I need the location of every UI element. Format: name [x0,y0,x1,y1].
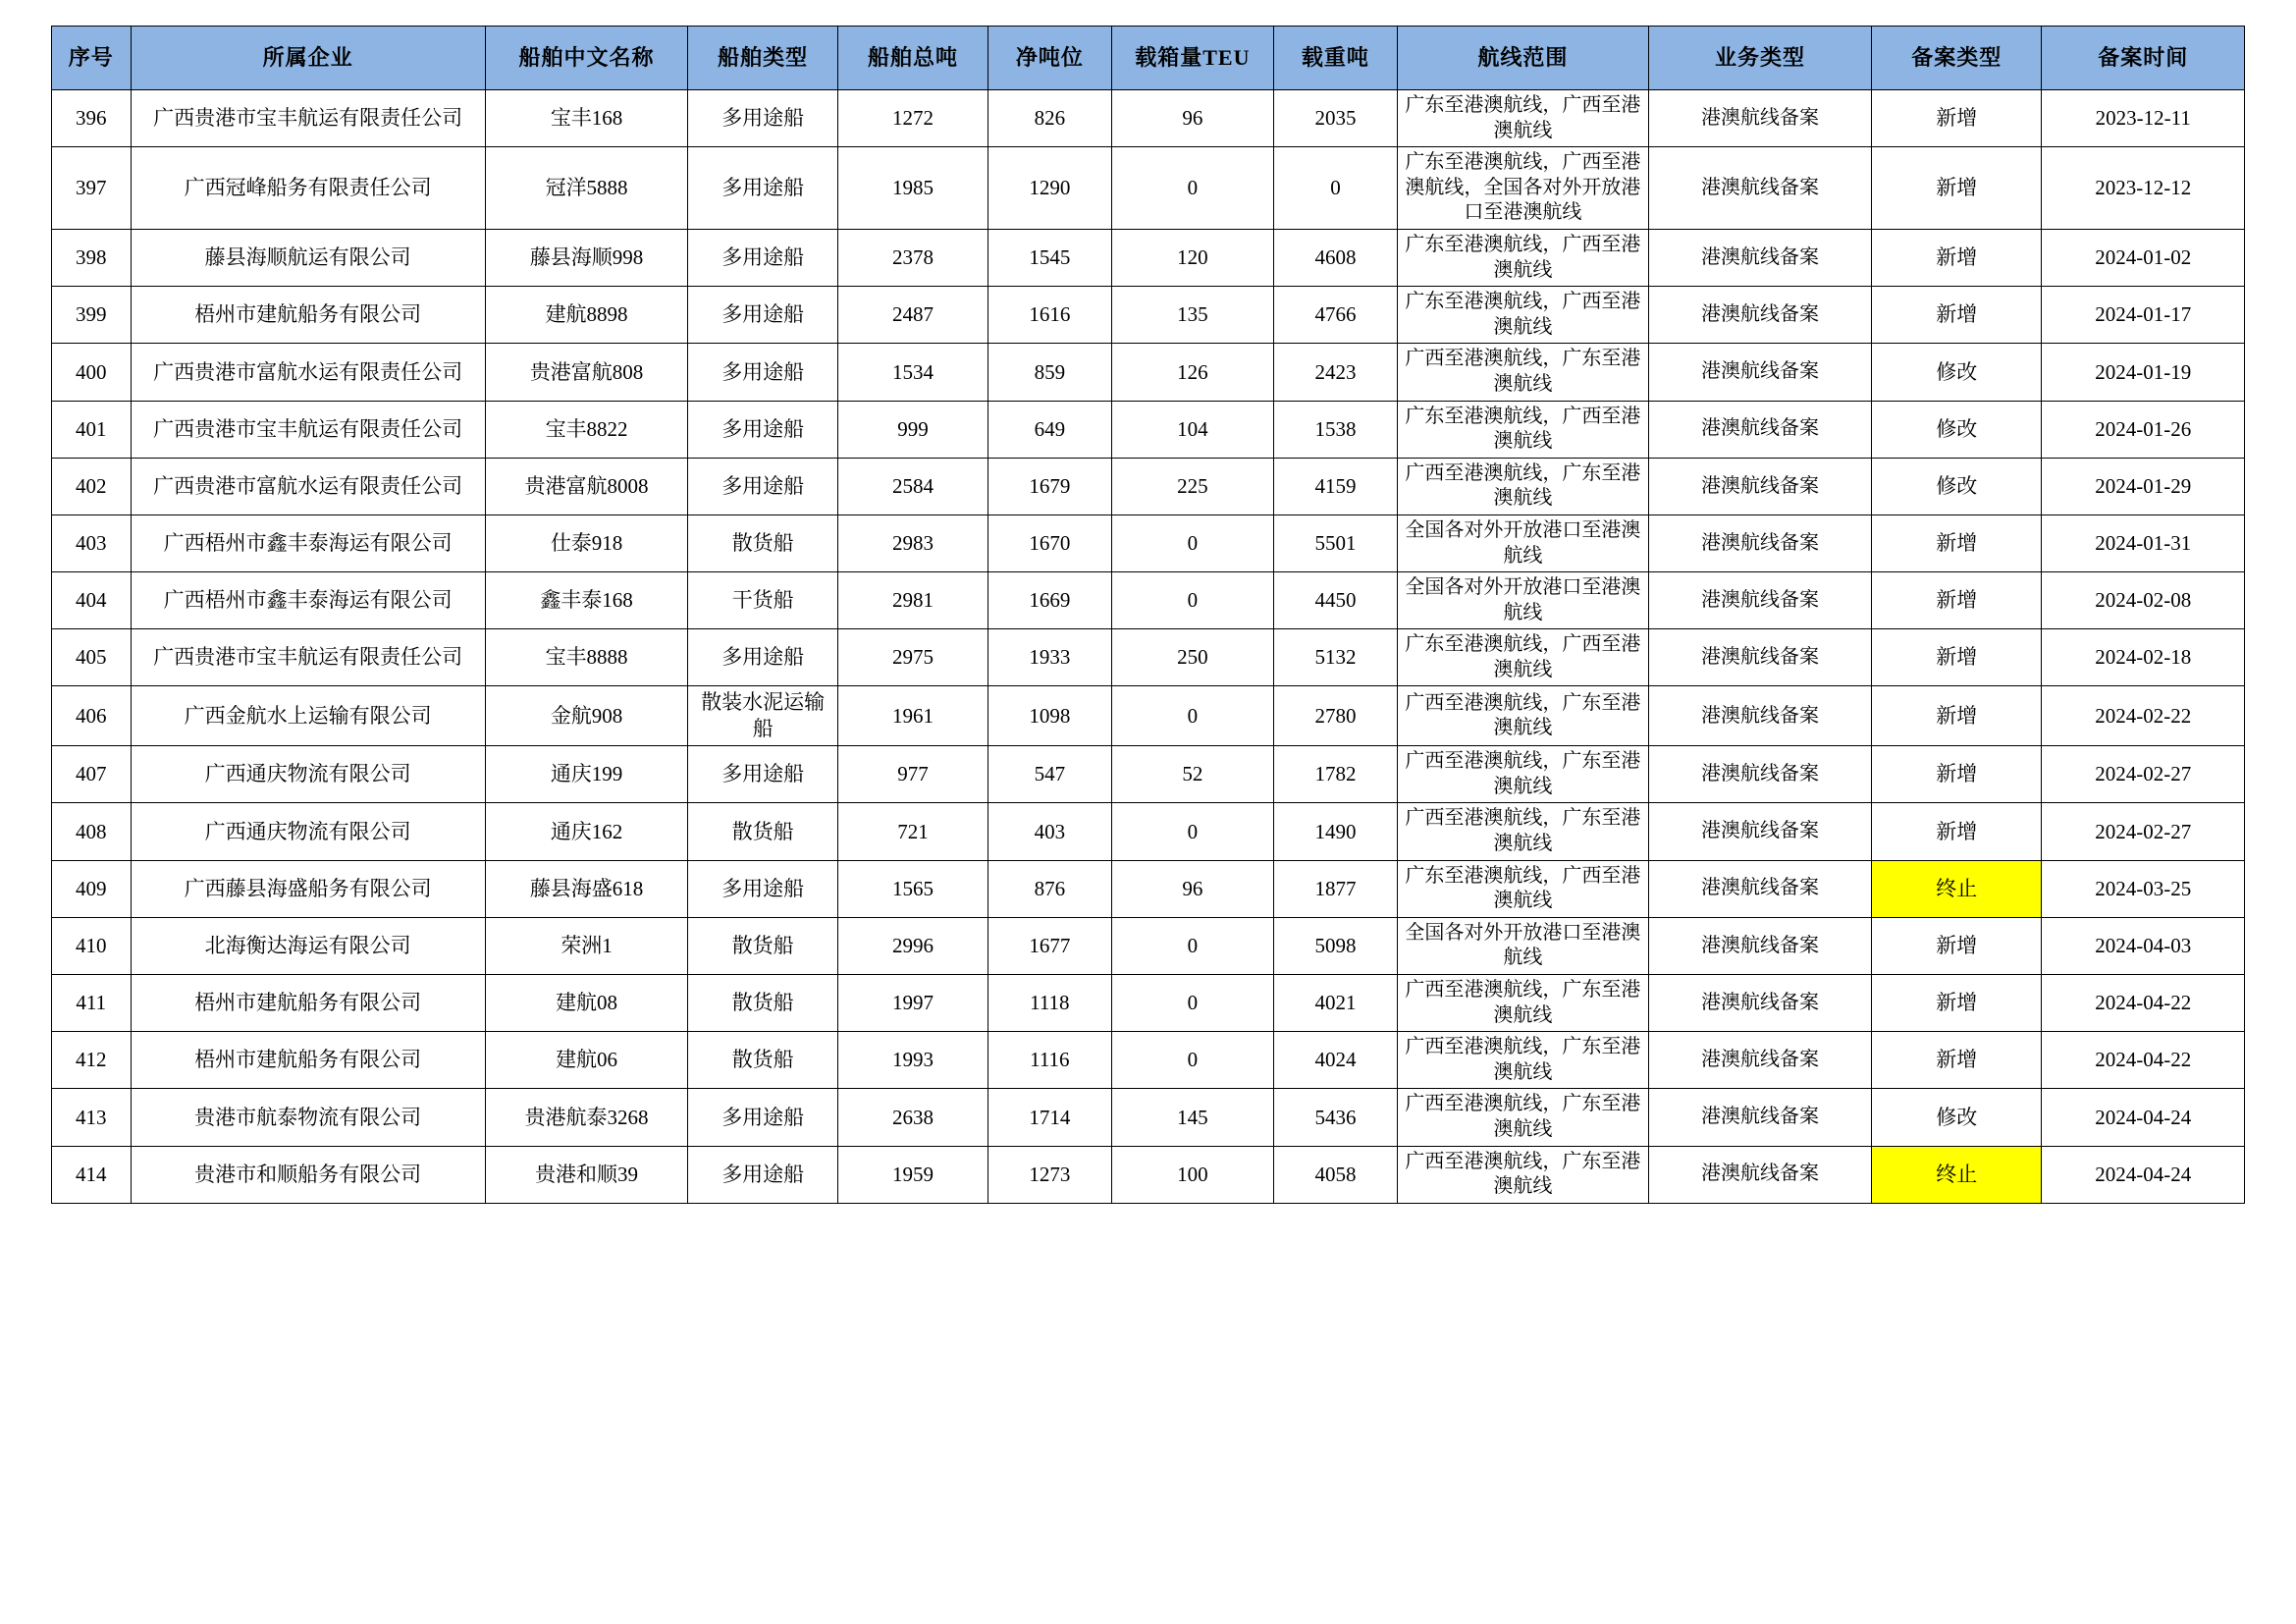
cell-business-type: 港澳航线备案 [1648,401,1871,458]
cell-deadweight: 5098 [1273,917,1397,974]
cell-net-tonnage: 649 [988,401,1111,458]
cell-record-date: 2024-04-22 [2042,974,2245,1031]
cell-net-tonnage: 826 [988,90,1111,147]
cell-gross-tonnage: 1959 [838,1146,988,1203]
cell-route: 广东至港澳航线，广西至港澳航线 [1397,401,1648,458]
cell-business-type: 港澳航线备案 [1648,458,1871,514]
cell-record-type: 新增 [1872,686,2042,746]
cell-business-type: 港澳航线备案 [1648,90,1871,147]
table-row [52,572,2245,629]
cell-net-tonnage: 1679 [988,458,1111,514]
table-row [52,147,2245,230]
cell-company: 贵港市航泰物流有限公司 [131,1089,485,1146]
cell-deadweight: 5501 [1273,514,1397,571]
cell-gross-tonnage: 1993 [838,1032,988,1089]
cell-deadweight: 1877 [1273,860,1397,917]
cell-index: 408 [52,803,132,860]
cell-gross-tonnage: 1997 [838,974,988,1031]
column-header-gross-tonnage: 船舶总吨 [838,27,988,90]
cell-index: 399 [52,287,132,344]
cell-teu: 145 [1111,1089,1273,1146]
cell-company: 广西贵港市宝丰航运有限责任公司 [131,629,485,686]
cell-ship-type: 多用途船 [688,229,838,286]
cell-net-tonnage: 1933 [988,629,1111,686]
cell-ship-type: 散货船 [688,974,838,1031]
cell-record-type: 修改 [1872,458,2042,514]
cell-teu: 100 [1111,1146,1273,1203]
cell-index: 403 [52,514,132,571]
cell-net-tonnage: 1116 [988,1032,1111,1089]
cell-record-date: 2024-02-18 [2042,629,2245,686]
cell-record-date: 2024-03-25 [2042,860,2245,917]
cell-index: 398 [52,229,132,286]
cell-route: 广西至港澳航线，广东至港澳航线 [1397,1089,1648,1146]
cell-company: 广西梧州市鑫丰泰海运有限公司 [131,514,485,571]
cell-route: 全国各对外开放港口至港澳航线 [1397,514,1648,571]
cell-index: 407 [52,746,132,803]
cell-ship-type: 多用途船 [688,629,838,686]
cell-company: 广西通庆物流有限公司 [131,803,485,860]
cell-net-tonnage: 1714 [988,1089,1111,1146]
cell-record-type: 新增 [1872,629,2042,686]
cell-gross-tonnage: 2981 [838,572,988,629]
table-row [52,458,2245,514]
cell-net-tonnage: 876 [988,860,1111,917]
cell-company: 广西冠峰船务有限责任公司 [131,147,485,230]
cell-company: 贵港市和顺船务有限公司 [131,1146,485,1203]
cell-business-type: 港澳航线备案 [1648,860,1871,917]
cell-ship-name: 贵港和顺39 [485,1146,687,1203]
column-header-business-type: 业务类型 [1648,27,1871,90]
cell-record-date: 2024-02-27 [2042,746,2245,803]
cell-teu: 52 [1111,746,1273,803]
cell-gross-tonnage: 721 [838,803,988,860]
cell-business-type: 港澳航线备案 [1648,514,1871,571]
cell-business-type: 港澳航线备案 [1648,1146,1871,1203]
cell-record-date: 2024-04-24 [2042,1089,2245,1146]
column-header-route: 航线范围 [1397,27,1648,90]
cell-ship-type: 多用途船 [688,344,838,401]
table-row [52,514,2245,571]
cell-route: 广东至港澳航线，广西至港澳航线 [1397,90,1648,147]
cell-ship-name: 冠洋5888 [485,147,687,230]
table-row [52,1146,2245,1203]
cell-business-type: 港澳航线备案 [1648,1032,1871,1089]
cell-teu: 96 [1111,90,1273,147]
column-header-teu: 载箱量TEU [1111,27,1273,90]
cell-gross-tonnage: 2975 [838,629,988,686]
cell-route: 全国各对外开放港口至港澳航线 [1397,917,1648,974]
table-row [52,401,2245,458]
cell-ship-name: 建航8898 [485,287,687,344]
cell-gross-tonnage: 977 [838,746,988,803]
cell-net-tonnage: 1616 [988,287,1111,344]
cell-ship-name: 藤县海顺998 [485,229,687,286]
cell-business-type: 港澳航线备案 [1648,917,1871,974]
column-header-net-tonnage: 净吨位 [988,27,1111,90]
cell-company: 梧州市建航船务有限公司 [131,287,485,344]
cell-route: 广东至港澳航线，广西至港澳航线 [1397,229,1648,286]
column-header-deadweight: 载重吨 [1273,27,1397,90]
cell-ship-type: 多用途船 [688,90,838,147]
cell-ship-name: 宝丰168 [485,90,687,147]
cell-gross-tonnage: 2487 [838,287,988,344]
cell-deadweight: 4024 [1273,1032,1397,1089]
table-row [52,1032,2245,1089]
cell-deadweight: 4021 [1273,974,1397,1031]
cell-company: 梧州市建航船务有限公司 [131,974,485,1031]
cell-ship-type: 散装水泥运输船 [688,686,838,746]
column-header-index: 序号 [52,27,132,90]
cell-deadweight: 2035 [1273,90,1397,147]
cell-teu: 0 [1111,1032,1273,1089]
cell-company: 梧州市建航船务有限公司 [131,1032,485,1089]
cell-record-date: 2024-01-31 [2042,514,2245,571]
cell-ship-name: 鑫丰泰168 [485,572,687,629]
cell-route: 广西至港澳航线，广东至港澳航线 [1397,686,1648,746]
cell-index: 413 [52,1089,132,1146]
cell-ship-type: 多用途船 [688,287,838,344]
cell-ship-name: 建航06 [485,1032,687,1089]
cell-record-date: 2024-01-02 [2042,229,2245,286]
cell-index: 411 [52,974,132,1031]
cell-company: 广西贵港市宝丰航运有限责任公司 [131,401,485,458]
cell-route: 广西至港澳航线，广东至港澳航线 [1397,1032,1648,1089]
cell-record-type: 修改 [1872,1089,2042,1146]
cell-route: 全国各对外开放港口至港澳航线 [1397,572,1648,629]
cell-record-type: 新增 [1872,1032,2042,1089]
cell-company: 广西藤县海盛船务有限公司 [131,860,485,917]
cell-index: 402 [52,458,132,514]
cell-index: 396 [52,90,132,147]
column-header-record-date: 备案时间 [2042,27,2245,90]
cell-business-type: 港澳航线备案 [1648,686,1871,746]
cell-index: 409 [52,860,132,917]
cell-record-type: 新增 [1872,803,2042,860]
cell-company: 广西通庆物流有限公司 [131,746,485,803]
cell-teu: 0 [1111,974,1273,1031]
cell-gross-tonnage: 999 [838,401,988,458]
cell-net-tonnage: 859 [988,344,1111,401]
cell-route: 广东至港澳航线，广西至港澳航线，全国各对外开放港口至港澳航线 [1397,147,1648,230]
table-row [52,1089,2245,1146]
cell-deadweight: 2423 [1273,344,1397,401]
cell-teu: 0 [1111,572,1273,629]
table-row [52,746,2245,803]
cell-record-date: 2024-01-29 [2042,458,2245,514]
cell-net-tonnage: 1545 [988,229,1111,286]
cell-record-type: 新增 [1872,90,2042,147]
cell-deadweight: 4608 [1273,229,1397,286]
cell-route: 广东至港澳航线，广西至港澳航线 [1397,287,1648,344]
cell-record-date: 2024-01-17 [2042,287,2245,344]
cell-record-type: 新增 [1872,572,2042,629]
cell-teu: 120 [1111,229,1273,286]
cell-business-type: 港澳航线备案 [1648,572,1871,629]
column-header-ship-type: 船舶类型 [688,27,838,90]
ship-record-table [51,26,2245,1204]
cell-record-type: 新增 [1872,229,2042,286]
cell-gross-tonnage: 1961 [838,686,988,746]
cell-deadweight: 1538 [1273,401,1397,458]
cell-ship-name: 建航08 [485,974,687,1031]
cell-record-date: 2023-12-12 [2042,147,2245,230]
cell-index: 410 [52,917,132,974]
cell-deadweight: 0 [1273,147,1397,230]
cell-record-type-highlighted: 终止 [1872,860,2042,917]
cell-deadweight: 5436 [1273,1089,1397,1146]
cell-record-type: 修改 [1872,344,2042,401]
cell-deadweight: 1490 [1273,803,1397,860]
cell-ship-name: 贵港富航8008 [485,458,687,514]
cell-ship-type: 多用途船 [688,401,838,458]
cell-company: 北海衡达海运有限公司 [131,917,485,974]
cell-route: 广西至港澳航线，广东至港澳航线 [1397,344,1648,401]
cell-record-type: 新增 [1872,287,2042,344]
cell-ship-type: 多用途船 [688,746,838,803]
cell-teu: 0 [1111,514,1273,571]
cell-route: 广东至港澳航线，广西至港澳航线 [1397,860,1648,917]
cell-business-type: 港澳航线备案 [1648,803,1871,860]
cell-teu: 126 [1111,344,1273,401]
table-row [52,287,2245,344]
cell-index: 414 [52,1146,132,1203]
cell-deadweight: 4159 [1273,458,1397,514]
cell-route: 广西至港澳航线，广东至港澳航线 [1397,746,1648,803]
cell-net-tonnage: 1273 [988,1146,1111,1203]
cell-business-type: 港澳航线备案 [1648,629,1871,686]
cell-record-type: 新增 [1872,514,2042,571]
cell-route: 广西至港澳航线，广东至港澳航线 [1397,803,1648,860]
cell-ship-type: 散货船 [688,803,838,860]
cell-company: 藤县海顺航运有限公司 [131,229,485,286]
cell-teu: 96 [1111,860,1273,917]
table-row [52,917,2245,974]
cell-gross-tonnage: 2983 [838,514,988,571]
table-row [52,860,2245,917]
cell-gross-tonnage: 2378 [838,229,988,286]
cell-net-tonnage: 1118 [988,974,1111,1031]
cell-record-type-highlighted: 终止 [1872,1146,2042,1203]
cell-net-tonnage: 1677 [988,917,1111,974]
cell-record-type: 新增 [1872,917,2042,974]
cell-ship-name: 金航908 [485,686,687,746]
cell-deadweight: 4450 [1273,572,1397,629]
table-row [52,229,2245,286]
cell-net-tonnage: 1669 [988,572,1111,629]
cell-record-date: 2024-01-19 [2042,344,2245,401]
cell-business-type: 港澳航线备案 [1648,344,1871,401]
cell-business-type: 港澳航线备案 [1648,229,1871,286]
cell-ship-name: 荣洲1 [485,917,687,974]
cell-index: 412 [52,1032,132,1089]
cell-route: 广西至港澳航线，广东至港澳航线 [1397,1146,1648,1203]
cell-ship-type: 散货船 [688,514,838,571]
cell-ship-name: 宝丰8822 [485,401,687,458]
column-header-ship-name: 船舶中文名称 [485,27,687,90]
cell-company: 广西梧州市鑫丰泰海运有限公司 [131,572,485,629]
cell-gross-tonnage: 1985 [838,147,988,230]
cell-teu: 250 [1111,629,1273,686]
cell-teu: 0 [1111,147,1273,230]
cell-gross-tonnage: 1534 [838,344,988,401]
table-row [52,803,2245,860]
cell-ship-type: 多用途船 [688,1089,838,1146]
cell-business-type: 港澳航线备案 [1648,974,1871,1031]
table-row [52,974,2245,1031]
cell-ship-type: 干货船 [688,572,838,629]
cell-ship-type: 多用途船 [688,860,838,917]
cell-net-tonnage: 547 [988,746,1111,803]
cell-record-date: 2024-04-03 [2042,917,2245,974]
cell-company: 广西贵港市富航水运有限责任公司 [131,458,485,514]
table-row [52,344,2245,401]
cell-ship-type: 多用途船 [688,458,838,514]
table-row [52,90,2245,147]
cell-company: 广西贵港市宝丰航运有限责任公司 [131,90,485,147]
cell-teu: 135 [1111,287,1273,344]
column-header-record-type: 备案类型 [1872,27,2042,90]
cell-record-type: 新增 [1872,746,2042,803]
cell-ship-type: 散货船 [688,1032,838,1089]
cell-net-tonnage: 1098 [988,686,1111,746]
column-header-company: 所属企业 [131,27,485,90]
table-body [52,90,2245,1204]
cell-ship-name: 贵港富航808 [485,344,687,401]
cell-index: 401 [52,401,132,458]
cell-teu: 104 [1111,401,1273,458]
cell-route: 广东至港澳航线，广西至港澳航线 [1397,629,1648,686]
header-row [52,27,2245,90]
cell-net-tonnage: 1290 [988,147,1111,230]
table-row [52,629,2245,686]
cell-record-date: 2024-01-26 [2042,401,2245,458]
cell-deadweight: 4058 [1273,1146,1397,1203]
cell-deadweight: 1782 [1273,746,1397,803]
cell-ship-name: 通庆199 [485,746,687,803]
cell-net-tonnage: 403 [988,803,1111,860]
cell-record-date: 2024-04-24 [2042,1146,2245,1203]
cell-record-date: 2024-02-22 [2042,686,2245,746]
cell-teu: 0 [1111,917,1273,974]
cell-index: 406 [52,686,132,746]
cell-ship-name: 仕泰918 [485,514,687,571]
cell-record-date: 2024-04-22 [2042,1032,2245,1089]
cell-record-date: 2023-12-11 [2042,90,2245,147]
cell-record-type: 修改 [1872,401,2042,458]
cell-record-type: 新增 [1872,147,2042,230]
cell-ship-type: 多用途船 [688,1146,838,1203]
cell-teu: 0 [1111,803,1273,860]
cell-net-tonnage: 1670 [988,514,1111,571]
cell-record-date: 2024-02-08 [2042,572,2245,629]
cell-gross-tonnage: 2996 [838,917,988,974]
cell-index: 404 [52,572,132,629]
cell-index: 400 [52,344,132,401]
cell-ship-type: 多用途船 [688,147,838,230]
cell-company: 广西贵港市富航水运有限责任公司 [131,344,485,401]
cell-index: 405 [52,629,132,686]
cell-deadweight: 4766 [1273,287,1397,344]
cell-ship-name: 贵港航泰3268 [485,1089,687,1146]
cell-record-date: 2024-02-27 [2042,803,2245,860]
cell-deadweight: 2780 [1273,686,1397,746]
cell-gross-tonnage: 2638 [838,1089,988,1146]
cell-company: 广西金航水上运输有限公司 [131,686,485,746]
cell-index: 397 [52,147,132,230]
cell-ship-type: 散货船 [688,917,838,974]
cell-teu: 0 [1111,686,1273,746]
table-row [52,686,2245,746]
cell-gross-tonnage: 1272 [838,90,988,147]
cell-business-type: 港澳航线备案 [1648,287,1871,344]
cell-route: 广西至港澳航线，广东至港澳航线 [1397,974,1648,1031]
table-header [52,27,2245,90]
cell-business-type: 港澳航线备案 [1648,746,1871,803]
cell-business-type: 港澳航线备案 [1648,147,1871,230]
cell-gross-tonnage: 1565 [838,860,988,917]
cell-route: 广西至港澳航线，广东至港澳航线 [1397,458,1648,514]
cell-business-type: 港澳航线备案 [1648,1089,1871,1146]
cell-teu: 225 [1111,458,1273,514]
cell-ship-name: 宝丰8888 [485,629,687,686]
cell-ship-name: 藤县海盛618 [485,860,687,917]
cell-deadweight: 5132 [1273,629,1397,686]
cell-gross-tonnage: 2584 [838,458,988,514]
cell-ship-name: 通庆162 [485,803,687,860]
cell-record-type: 新增 [1872,974,2042,1031]
